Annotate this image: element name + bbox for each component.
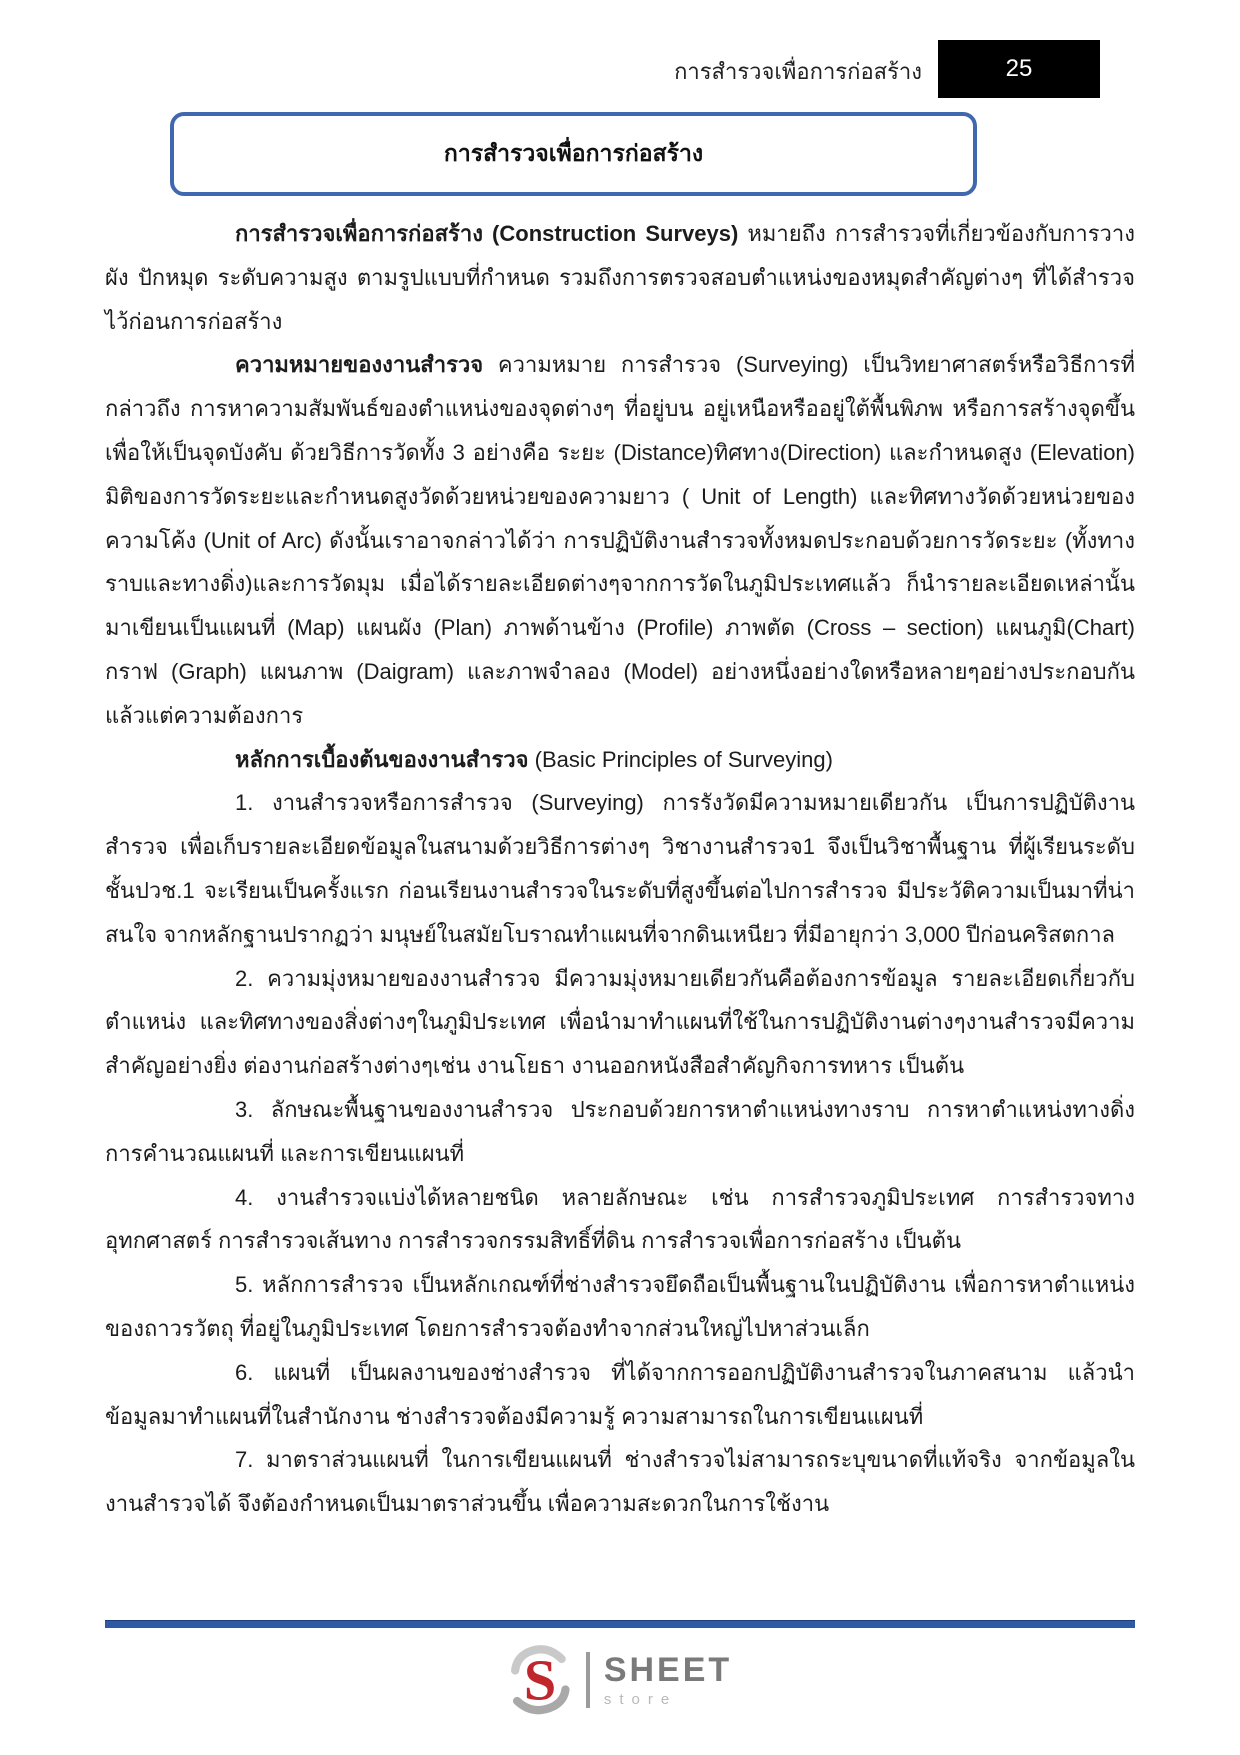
heading-regular: (Basic Principles of Surveying) — [528, 746, 833, 772]
list-item-5: 5. หลักการสำรวจ เป็นหลักเกณฑ์ที่ช่างสำรวจยึดถือเป็นพื้นฐานในปฏิบัติงาน เพื่อการหาตำแหน่งของถาวรวัตถุ ที่อยู่ในภูมิประเทศ โดยการสำรวจต้องทำจากส่วนใหญ่ไปหาส่วนเล็ก — [105, 1272, 1135, 1341]
footer-logo — [0, 1645, 1240, 1715]
body-text — [105, 212, 1135, 1526]
logo-divider — [586, 1652, 590, 1708]
list-item-1: 1. งานสำรวจหรือการสำรวจ (Surveying) การรังวัดมีความหมายเดียวกัน เป็นการปฏิบัติงานสำรวจ เพื่อเก็บรายละเอียดข้อมูลในสนามด้วยวิธีการต่างๆ วิชางานสำรวจ1 จึงเป็นวิชาพื้นฐาน ที่ผู้เรียนระดับชั้นปวช.1 จะเรียนเป็นครั้งแรก ก่อนเรียนงานสำรวจในระดับที่สูงขึ้นต่อไปการสำรวจ มีประวัติความเป็นมาที่น่าสนใจ จากหลักฐานปรากฏว่า มนุษย์ในสมัยโบราณทำแผนที่จากดินเหนียว ที่มีอายุกว่า 3,000 ปีก่อนคริสตกาล — [105, 790, 1135, 947]
footer-divider-line — [105, 1620, 1135, 1628]
page-title: การสำรวจเพื่อการก่อสร้าง — [443, 140, 704, 166]
paragraph-lead-bold: ความหมายของงานสำรวจ — [235, 352, 484, 378]
paragraph-text: หมายถึง การสำรวจที่เกี่ยวข้องกับการวางผัง ปักหมุด ระดับความสูง ตามรูปแบบที่กำหนด รวมถึงการตรวจสอบตำแหน่งของหมุดสำคัญต่างๆ ที่ได้สำรวจไว้ก่อนการก่อสร้าง — [105, 221, 1135, 334]
logo-brand-name: SHEET — [603, 1651, 733, 1689]
heading-bold: หลักการเบื้องต้นของงานสำรวจ — [235, 746, 529, 772]
paragraph-meaning-of-surveying — [105, 343, 1135, 737]
list-item-3: 3. ลักษณะพื้นฐานของงานสำรวจ ประกอบด้วยการหาตำแหน่งทางราบ การหาตำแหน่งทางดิ่ง การคำนวณแผนที่ และการเขียนแผนที่ — [105, 1096, 1135, 1166]
paragraph-lead-bold: การสำรวจเพื่อการก่อสร้าง (Construction Surveys) — [235, 221, 739, 246]
list-item-4: 4. งานสำรวจแบ่งได้หลายชนิด หลายลักษณะ เช่น การสำรวจภูมิประเทศ การสำรวจทางอุทกศาสตร์ การสำรวจเส้นทาง การสำรวจกรรมสิทธิ์ที่ดิน การสำรวจเพื่อการก่อสร้าง เป็นต้น — [105, 1184, 1135, 1254]
logo-text — [604, 1653, 732, 1707]
list-item-6: 6. แผนที่ เป็นผลงานของช่างสำรวจ ที่ได้จากการออกปฏิบัติงานสำรวจในภาคสนาม แล้วนำข้อมูลมาทำแผนที่ในสำนักงาน ช่างสำรวจต้องมีความรู้ ความสามารถในการเขียนแผนที่ — [105, 1359, 1135, 1429]
list-item-7: 7. มาตราส่วนแผนที่ ในการเขียนแผนที่ ช่างสำรวจไม่สามารถระบุขนาดที่แท้จริง จากข้อมูลในงานสำรวจได้ จึงต้องกำหนดเป็นมาตราส่วนขึ้น เพื่อความสะดวกในการใช้งาน — [105, 1447, 1135, 1517]
svg-text:S: S — [523, 1647, 557, 1713]
logo-brand-subtitle: store — [603, 1691, 678, 1708]
header-running-title: การสำรวจเพื่อการก่อสร้าง — [674, 59, 922, 84]
sheet-store-s-icon — [508, 1645, 572, 1715]
paragraph-text: ความหมาย การสำรวจ (Surveying) เป็นวิทยาศาสตร์หรือวิธีการที่กล่าวถึง การหาความสัมพันธ์ของตำแหน่งของจุดต่างๆ ที่อยู่บน อยู่เหนือหรืออยู่ใต้พื้นพิภพ หรือการสร้างจุดขึ้นเพื่อให้เป็นจุดบังคับ ด้วยวิธีการวัดทั้ง 3 อย่างคือ ระยะ (Distance)ทิศทาง(Direction) และกำหนดสูง (Elevation) มิติของการวัดระยะและกำหนดสูงวัดด้วยหน่วยของความยาว ( Unit of Length) และทิศทางวัดด้วยหน่วยของความโค้ง (Unit of Arc) ดังนั้นเราอาจกล่าวได้ว่า การปฏิบัติงานสำรวจทั้งหมดประกอบด้วยการวัดระยะ (ทั้งทางราบและทางดิ่ง)และการวัดมุม เมื่อได้รายละเอียดต่างๆจากการวัดในภูมิประเทศแล้ว ก็นำรายละเอียดเหล่านั้นมาเขียนเป็นแผนที่ (Map) แผนผัง (Plan) ภาพด้านข้าง (Profile) ภาพตัด (Cross – section) แผนภูมิ(Chart) กราฟ (Graph) แผนภาพ (Daigram) และภาพจำลอง (Model) อย่างหนึ่งอย่างใดหรือหลายๆอย่างประกอบกัน แล้วแต่ความต้องการ — [105, 352, 1135, 728]
page-number-badge — [938, 40, 1100, 98]
title-box — [170, 112, 977, 196]
page-number: 25 — [1005, 55, 1033, 82]
list-item-2: 2. ความมุ่งหมายของงานสำรวจ มีความมุ่งหมายเดียวกันคือต้องการข้อมูล รายละเอียดเกี่ยวกับตำแหน่ง และทิศทางของสิ่งต่างๆในภูมิประเทศ เพื่อนำมาทำแผนที่ใช้ในการปฏิบัติงานต่างๆงานสำรวจมีความสำคัญอย่างยิ่ง ต่องานก่อสร้างต่างๆเช่น งานโยธา งานออกหนังสือสำคัญกิจการทหาร เป็นต้น — [105, 965, 1135, 1079]
heading-basic-principles — [105, 738, 1135, 782]
paragraph-construction-surveys — [105, 212, 1135, 343]
